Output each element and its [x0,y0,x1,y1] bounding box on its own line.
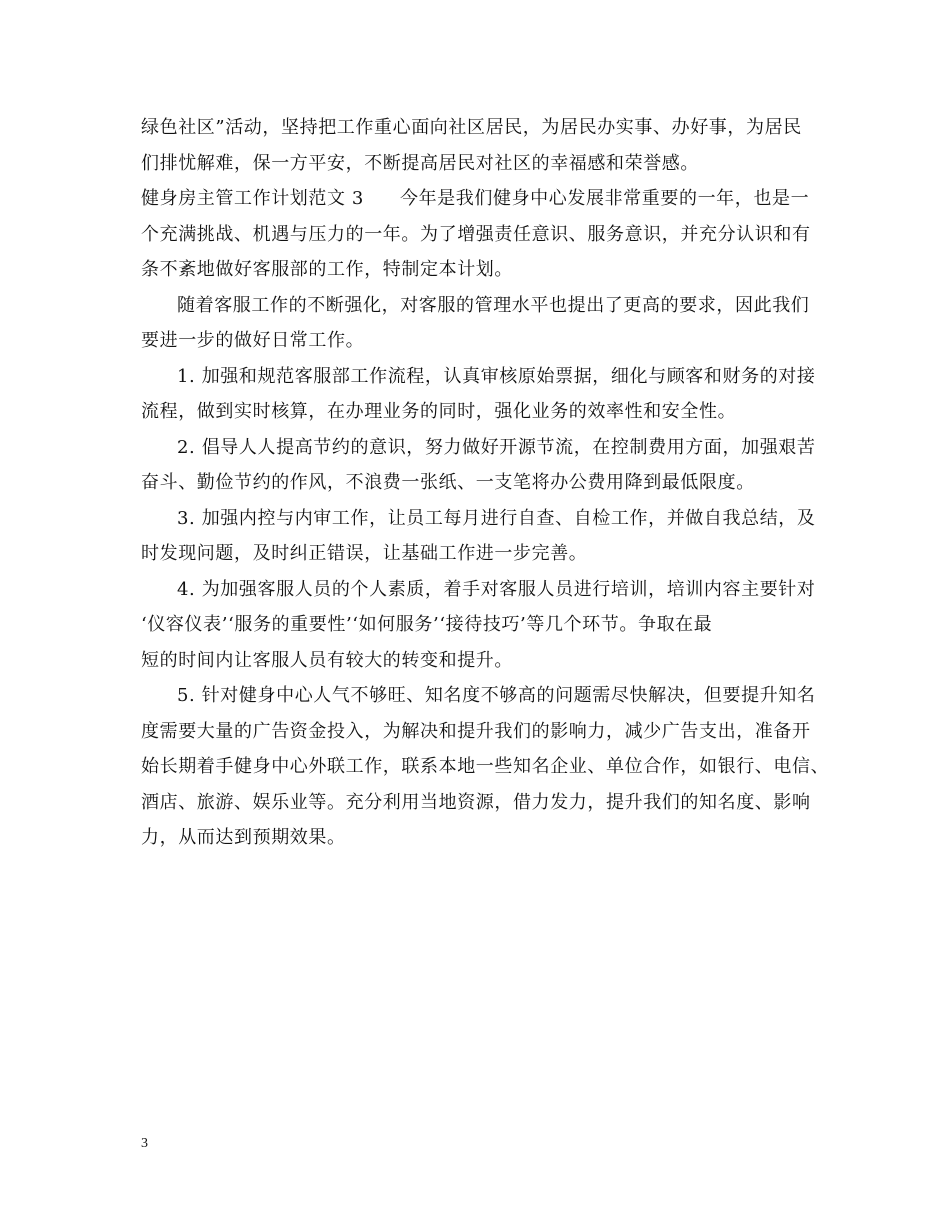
text-line: 度需要大量的广告资金投入，为解决和提升我们的影响力，减少广告支出，准备开 [141,720,811,742]
section-heading-line [141,181,811,217]
text-line: 酒店、旅游、娱乐业等。充分利用当地资源，借力发力，提升我们的知名度、影响 [141,791,811,813]
text-line: 2. 倡导人人提高节约的意识，努力做好开源节流，在控制费用方面，加强艰苦 [177,436,816,458]
text-line: 4. 为加强客服人员的个人素质，着手对客服人员进行培训，培训内容主要针对 [177,578,816,600]
page-number: 3 [141,1136,148,1151]
section-title-continuation: 今年是我们健身中心发展非常重要的一年，也是一 [399,188,810,209]
text-line: 流程，做到实时核算，在办理业务的同时，强化业务的效率性和安全性。 [141,401,737,422]
text-line: 5. 针对健身中心人气不够旺、知名度不够高的问题需尽快解决，但要提升知名 [177,685,816,706]
text-line: 绿色社区”活动，坚持把工作重心面向社区居民，为居民办实事、办好事，为居民 [141,117,802,138]
text-line: 奋斗、勤俭节约的作风，不浪费一张纸、一支笔将办公费用降到最低限度。 [141,472,755,493]
text-line: 力，从而达到预期效果。 [141,827,346,848]
text-line: 短的时间内让客服人员有较大的转变和提升。 [141,649,513,671]
text-line: 们排忧解难，保一方平安，不断提高居民对社区的幸福感和荣誉感。 [141,152,699,174]
text-line: 随着客服工作的不断强化，对客服的管理水平也提出了更高的要求，因此我们 [177,294,810,316]
text-line: ‘仪容仪表’‘服务的重要性’‘如何服务’‘接待技巧’等几个环节。争取在最 [141,614,713,635]
text-line: 始长期着手健身中心外联工作，联系本地一些知名企业、单位合作，如银行、电信、 [141,756,830,777]
text-line: 个充满挑战、机遇与压力的一年。为了增强责任意识、服务意识，并充分认识和有 [141,223,811,245]
document-body [141,110,830,856]
text-line: 1. 加强和规范客服部工作流程，认真审核原始票据，细化与顾客和财务的对接 [177,365,816,387]
section-title: 健身房主管工作计划范文 3 [141,188,364,209]
text-line: 3. 加强内控与内审工作，让员工每月进行自查、自检工作，并做自我总结，及 [177,507,816,529]
text-line: 时发现问题，及时纠正错误，让基础工作进一步完善。 [141,543,588,564]
text-line: 要进一步的做好日常工作。 [141,330,365,351]
section-paragraphs [141,217,830,856]
text-line: 条不紊地做好客服部的工作，特制定本计划。 [141,259,513,280]
